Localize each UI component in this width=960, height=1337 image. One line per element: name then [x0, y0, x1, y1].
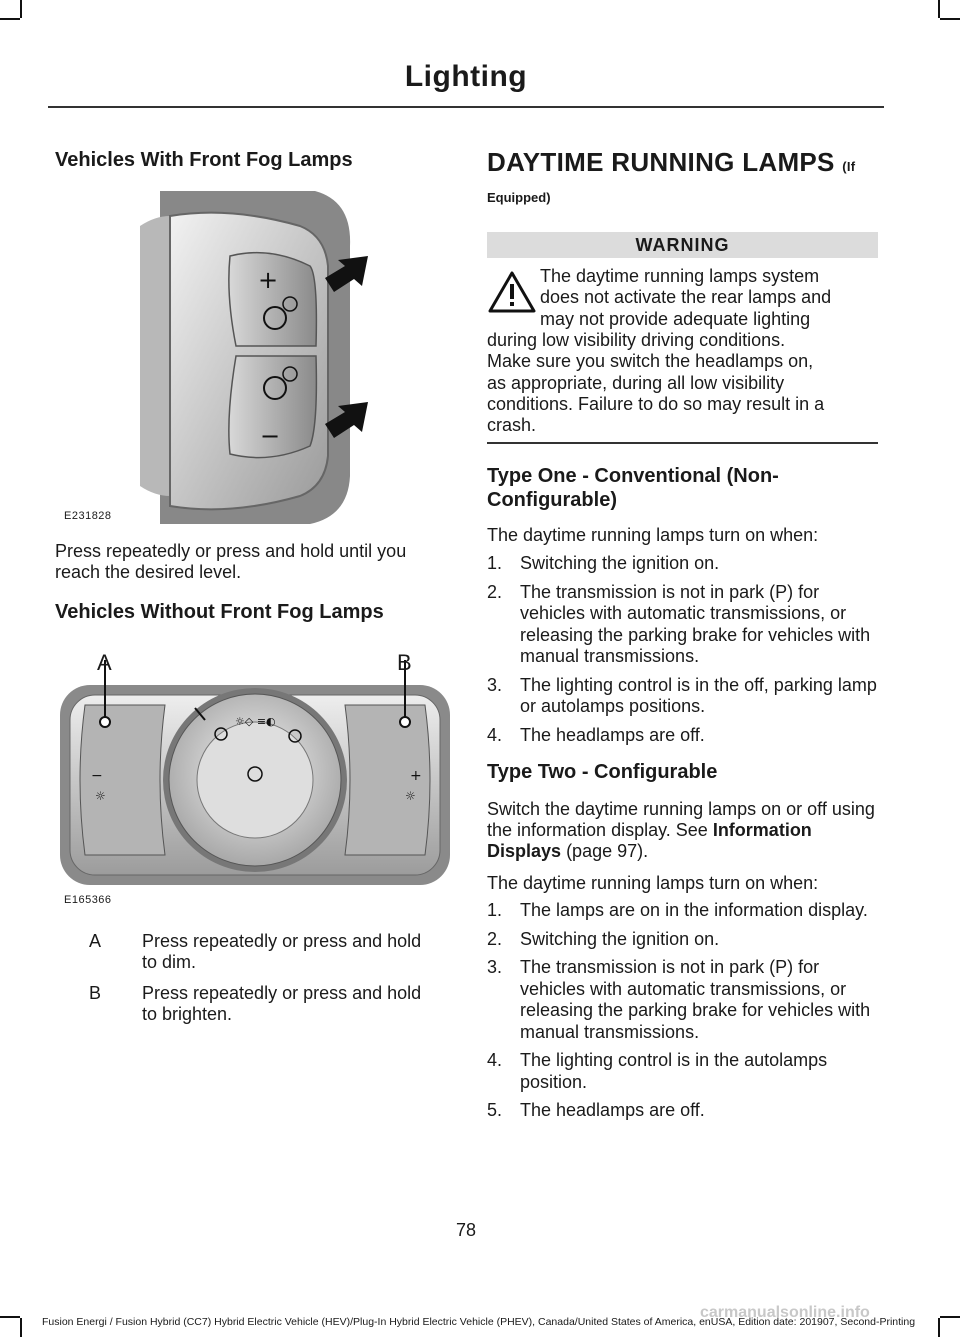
page-title: Lighting: [404, 60, 528, 93]
svg-text:☼: ☼: [95, 789, 106, 803]
crop-mark-br-v: [938, 1318, 940, 1337]
step-text: Switching the ignition on.: [520, 553, 720, 573]
list-item: [487, 1100, 879, 1122]
type-two-intro: The daytime running lamps turn on when:: [487, 873, 819, 893]
step-number: 3.: [487, 674, 503, 695]
step-text: The lighting control is in the autolamps position.: [520, 1050, 828, 1092]
crop-mark-bl-v: [20, 1318, 22, 1337]
warning-line: does not activate the rear lamps and: [540, 287, 832, 307]
figure-code: E165366: [64, 894, 112, 906]
step-text: The lamps are on in the information display.: [520, 900, 868, 920]
type-two-text: Switch the daytime running lamps on or off using the information display. See: [487, 799, 875, 840]
header-divider: [48, 106, 884, 108]
crop-mark-br-h: [940, 1316, 960, 1318]
crop-mark-bl-h: [0, 1316, 20, 1318]
drl-heading-equipped: Equipped): [487, 190, 551, 205]
list-item: [487, 725, 879, 747]
list-item: [487, 957, 879, 1043]
step-text: The headlamps are off.: [520, 1100, 705, 1120]
warning-banner: WARNING: [487, 232, 878, 258]
step-number: 1.: [487, 553, 503, 573]
callout-label-b: B: [397, 650, 412, 675]
fog-instruction: Press repeatedly or press and hold until you reach the desired level.: [55, 541, 407, 582]
list-item: [487, 900, 879, 922]
warning-line: as appropriate, during all low visibility: [487, 373, 785, 393]
crop-mark-tl-h: [0, 18, 20, 20]
footer-text: Fusion Energi / Fusion Hybrid (CC7) Hybrid Electric Vehicle (HEV)/Plug-In Hybrid Electric Vehicle (PHEV), Canada/United States of America, enUSA, Edition date: 201907, Second-Printing: [42, 1316, 916, 1328]
type-one-heading: Type One - Conventional (Non-Configurable): [487, 465, 779, 511]
legend-text: Press repeatedly or press and hold to dim.: [142, 931, 422, 972]
drl-heading-if: (If: [842, 159, 856, 174]
step-number: 4.: [487, 1050, 503, 1070]
step-number: 5.: [487, 1100, 503, 1120]
list-item: [487, 929, 879, 951]
step-number: 2.: [487, 581, 503, 602]
step-text: The transmission is not in park (P) for vehicles with automatic transmissions, or releasing the parking brake for vehicles with manual transmissions.: [520, 581, 871, 666]
svg-text:+: +: [258, 266, 279, 294]
step-number: 2.: [487, 928, 503, 949]
watermark: carmanualsonline.info: [700, 1304, 870, 1321]
warning-line: Make sure you switch the headlamps on,: [487, 351, 814, 371]
type-two-heading: Type Two - Configurable: [487, 761, 718, 783]
crop-mark-tl-v: [20, 0, 22, 18]
fog-lamps-heading: Vehicles With Front Fog Lamps: [55, 149, 353, 171]
crop-mark-tr-v: [938, 0, 940, 18]
warning-line: during low visibility driving conditions.: [487, 330, 786, 350]
svg-text:☼: ☼: [405, 789, 416, 803]
information-displays-link[interactable]: Information Displays: [487, 820, 812, 861]
warning-line: crash.: [487, 415, 537, 435]
step-number: 1.: [487, 900, 503, 920]
warning-line: conditions. Failure to do so may result in a: [487, 394, 825, 414]
no-fog-lamps-heading: Vehicles Without Front Fog Lamps: [55, 601, 384, 623]
list-item: [487, 1050, 879, 1093]
legend-key: A: [89, 931, 102, 951]
legend-text: Press repeatedly or press and hold to brighten.: [142, 983, 422, 1024]
warning-line: The daytime running lamps system: [540, 266, 820, 286]
warning-triangle-icon: [488, 270, 536, 314]
warning-divider: [487, 442, 878, 444]
drl-heading: [487, 147, 855, 182]
step-number: 4.: [487, 724, 503, 745]
legend-key: B: [89, 983, 102, 1003]
list-item: [487, 582, 879, 668]
page-reference: (page 97).: [566, 841, 649, 861]
svg-text:−: −: [91, 768, 103, 784]
drl-heading-main: DAYTIME RUNNING LAMPS: [487, 147, 835, 177]
list-item: [487, 675, 879, 718]
crop-mark-tr-h: [940, 18, 960, 20]
step-number: 3.: [487, 957, 503, 977]
type-one-intro: The daytime running lamps turn on when:: [487, 525, 819, 545]
type-two-steps: [487, 900, 879, 1129]
step-text: Switching the ignition on.: [520, 928, 720, 949]
step-text: The headlamps are off.: [520, 724, 705, 745]
dimmer-switch-fog-figure: [140, 186, 452, 526]
figure-code: E231828: [64, 510, 112, 522]
step-text: The transmission is not in park (P) for vehicles with automatic transmissions, or releasing the parking brake for vehicles with manual transmissions.: [520, 957, 871, 1042]
svg-text:−: −: [260, 422, 281, 450]
svg-text:+: +: [410, 768, 422, 784]
callout-label-a: A: [97, 650, 112, 675]
warning-line: may not provide adequate lighting: [540, 309, 811, 329]
step-text: The lighting control is in the off, parking lamp or autolamps positions.: [520, 674, 877, 716]
page-number: 78: [455, 1220, 477, 1240]
list-item: [487, 553, 879, 575]
type-one-steps: [487, 553, 879, 753]
svg-text:☼◇ ≡◐: ☼◇ ≡◐: [235, 715, 276, 728]
type-two-paragraph: [487, 799, 879, 862]
lighting-control-figure: [55, 640, 455, 890]
